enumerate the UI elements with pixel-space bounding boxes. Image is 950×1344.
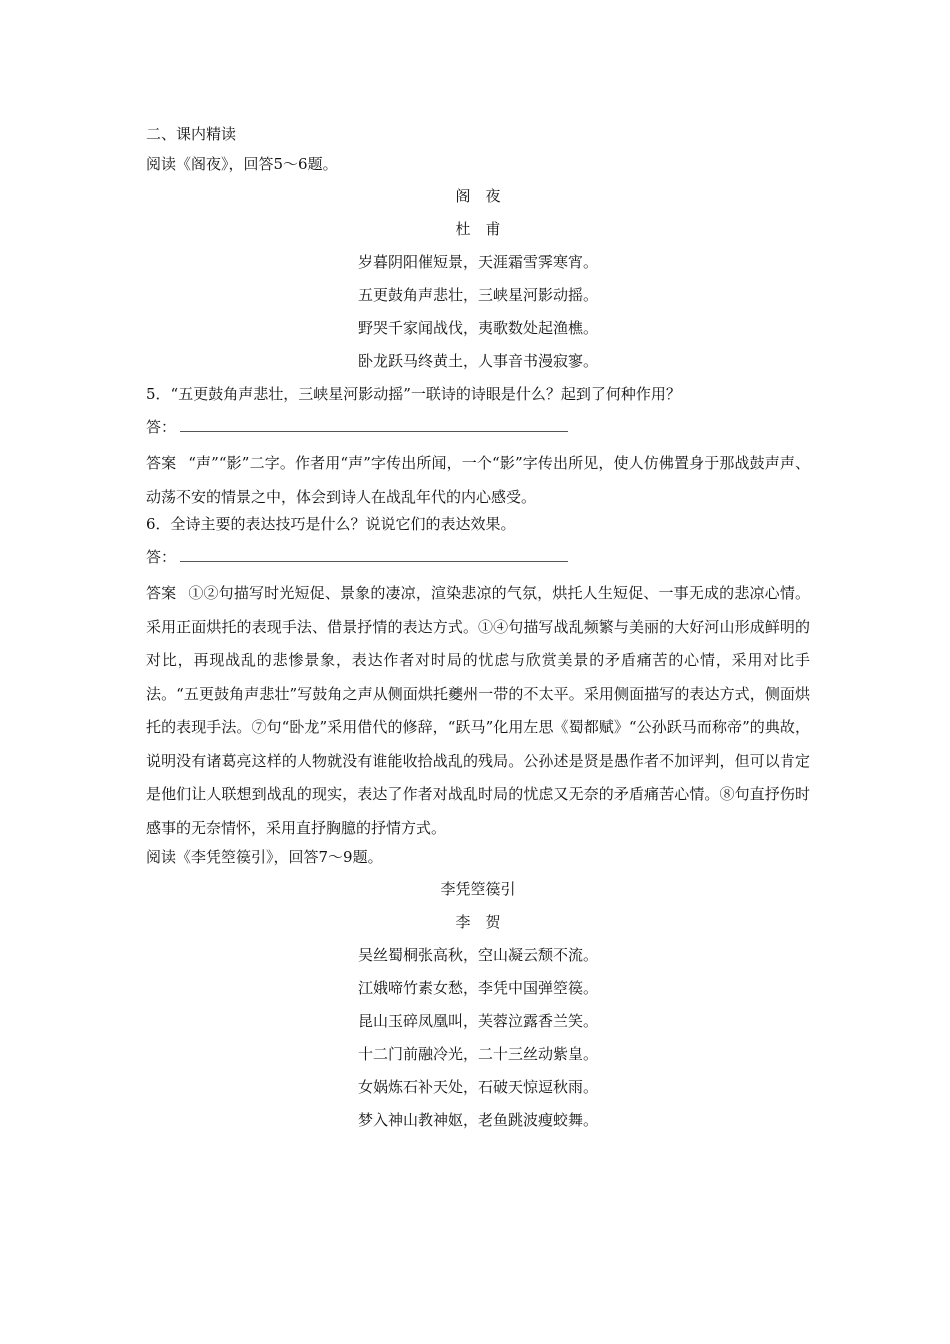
answer-text: “声”“影”二字。作者用“声”字传出所闻，一个“影”字传出所见，使人仿佛置身于那战鼓声声、动荡不安的情景之中，体会到诗人在战乱年代的内心感受。 bbox=[146, 454, 810, 506]
question-6: 6．全诗主要的表达技巧是什么？说说它们的表达效果。 bbox=[146, 515, 516, 533]
answer-label: 答案 bbox=[146, 584, 177, 602]
poem-ge-ye bbox=[146, 186, 810, 384]
reading1-intro: 阅读《阁夜》，回答5～6题。 bbox=[146, 155, 338, 173]
poem-author: 杜 甫 bbox=[455, 220, 501, 238]
question-5: 5．“五更鼓角声悲壮，三峡星河影动摇”一联诗的诗眼是什么？起到了何种作用？ bbox=[146, 385, 681, 403]
answer-line[interactable] bbox=[180, 417, 568, 432]
answer-line[interactable] bbox=[180, 547, 568, 562]
poem-line: 五更鼓角声悲壮，三峡星河影动摇。 bbox=[357, 286, 598, 304]
answer-prefix: 答： bbox=[146, 418, 177, 436]
poem-line: 岁暮阴阳催短景，天涯霜雪霁寒宵。 bbox=[357, 253, 598, 271]
poem-title: 阁 夜 bbox=[455, 187, 501, 205]
document-page bbox=[146, 124, 810, 1143]
answer-blank-6 bbox=[146, 547, 810, 577]
poem-title: 李凭箜篌引 bbox=[440, 880, 516, 898]
poem-line: 江娥啼竹素女愁，李凭中国弹箜篌。 bbox=[357, 979, 598, 997]
answer-text: ①②句描写时光短促、景象的凄凉，渲染悲凉的气氛，烘托人生短促、一事无成的悲凉心情。采用正面烘托的表现手法、借景抒情的表达方式。①④句描写战乱频繁与美丽的大好河山形成鲜明的对比，再现战乱的悲惨景象，表达作者对时局的忧虑与欣赏美景的矛盾痛苦的心情，采用对比手法。“五更鼓角声悲壮”写鼓角之声从侧面烘托夔州一带的不太平。采用侧面描写的表达方式，侧面烘托的表现手法。⑦句“卧龙”采用借代的修辞，“跃马”化用左思《蜀都赋》“公孙跃马而称帝”的典故，说明没有诸葛亮这样的人物就没有谁能收拾战乱的残局。公孙述是贤是愚作者不加评判，但可以肯定是他们让人联想到战乱的现实，表达了作者对战乱时局的忧虑又无奈的矛盾痛苦心情。⑧句直抒伤时感事的无奈情怀，采用直抒胸臆的抒情方式。 bbox=[146, 584, 810, 837]
poem-author: 李 贺 bbox=[455, 913, 501, 931]
answer-6 bbox=[146, 577, 810, 845]
answer-label: 答案 bbox=[146, 454, 177, 472]
poem-li-ping bbox=[146, 879, 810, 1143]
poem-line: 野哭千家闻战伐，夷歌数处起渔樵。 bbox=[357, 319, 598, 337]
reading2-intro: 阅读《李凭箜篌引》，回答7～9题。 bbox=[146, 848, 383, 866]
poem-line: 女娲炼石补天处，石破天惊逗秋雨。 bbox=[357, 1078, 598, 1096]
section-title: 二、课内精读 bbox=[146, 125, 237, 143]
poem-line: 十二门前融冷光，二十三丝动紫皇。 bbox=[357, 1045, 598, 1063]
answer-5 bbox=[146, 447, 810, 514]
answer-blank-5 bbox=[146, 417, 810, 447]
poem-line: 梦入神山教神妪，老鱼跳波瘦蛟舞。 bbox=[357, 1111, 598, 1129]
answer-prefix: 答： bbox=[146, 548, 177, 566]
poem-line: 昆山玉碎凤凰叫，芙蓉泣露香兰笑。 bbox=[357, 1012, 598, 1030]
poem-line: 卧龙跃马终黄土，人事音书漫寂寥。 bbox=[357, 352, 598, 370]
poem-line: 吴丝蜀桐张高秋，空山凝云颓不流。 bbox=[357, 946, 598, 964]
